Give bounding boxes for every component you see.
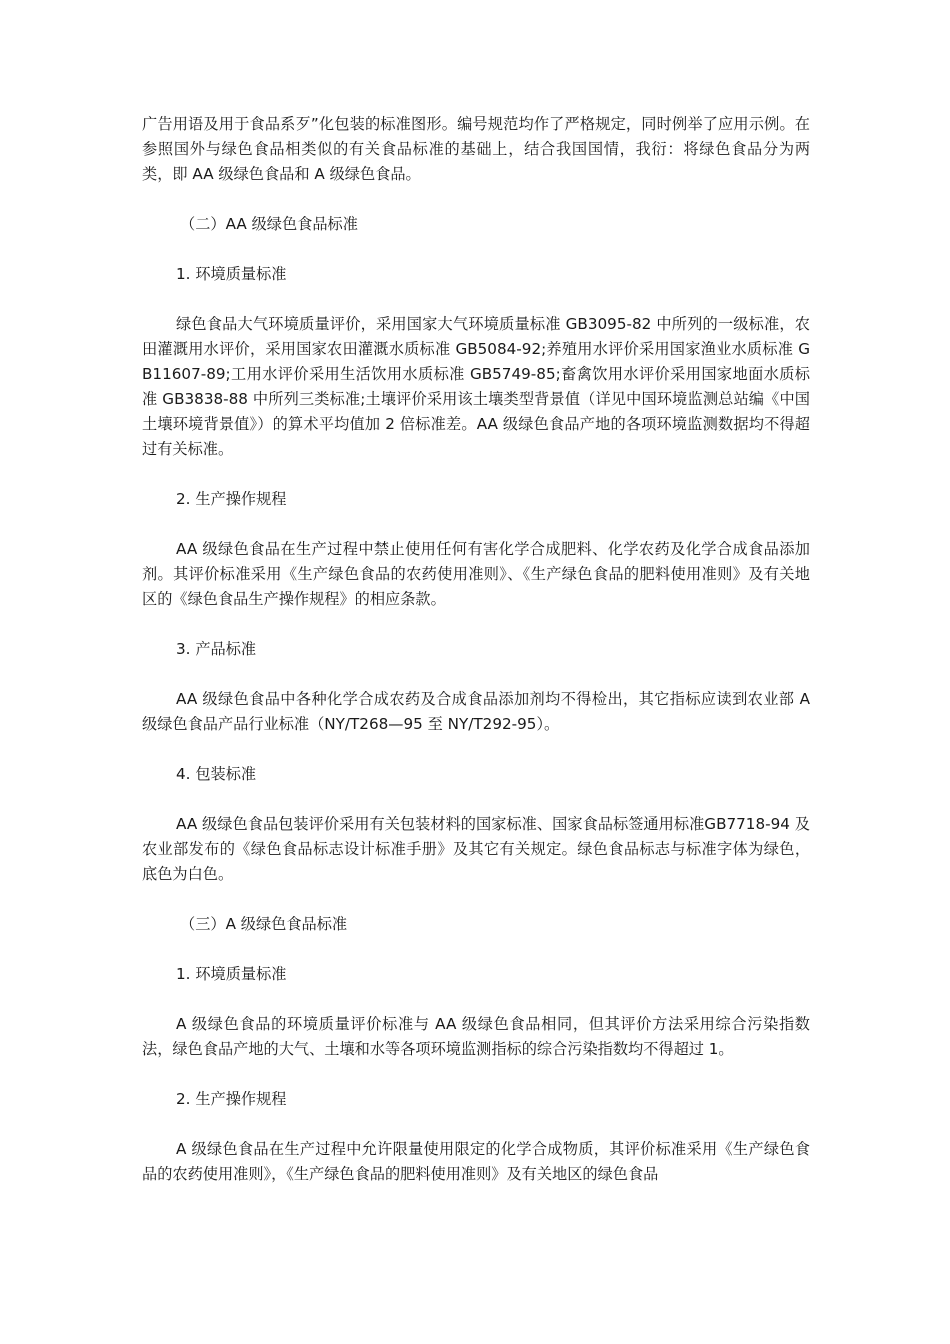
paragraph-intro-continued: 广告用语及用于食品系歹”化包装的标准图形。编号规范均作了严格规定，同时例举了应用示例。在参照国外与绿色食品相类似的有关食品标准的基础上，结合我国国情，我衍：将绿色食品分为两类，即 AA 级绿色食品和 A 级绿色食品。 [142, 115, 810, 183]
paragraph-aa-product: AA 级绿色食品中各种化学合成农药及合成食品添加剂均不得检出，其它指标应读到农业部 A 级绿色食品产品行业标准（NY/T268—95 至 NY/T292-95）。 [142, 690, 810, 733]
subheading-a-environment-quality: 1. 环境质量标准 [176, 965, 287, 983]
paragraph-aa-packaging: AA 级绿色食品包装评价采用有关包装材料的国家标准、国家食品标签通用标准GB7718-94 及农业部发布的《绿色食品标志设计标准手册》及其它有关规定。绿色食品标志与标准字体为绿色，底色为白色。 [142, 815, 810, 883]
paragraph-aa-environment: 绿色食品大气环境质量评价，采用国家大气环境质量标准 GB3095-82 中所列的一级标准，农田灌溉用水评价，采用国家农田灌溉水质标准 GB5084-92;养殖用水评价采用国家渔业水质标准 GB11607-89;工用水评价采用生活饮用水质标准 GB5749-85;畜禽饮用水评价采用国家地面水质标准 GB3838-88 中所列三类标准;土壤评价采用该土壤类型背景值（详见中国环境监测总站编《中国土壤环境背景值》）的算术平均值加 2 倍标准差。AA 级绿色食品产地的各项环境监测数据均不得超过有关标准。 [142, 315, 810, 458]
section-heading-a-standard: （三）A 级绿色食品标准 [180, 915, 348, 933]
paragraph-a-environment: A 级绿色食品的环境质量评价标准与 AA 级绿色食品相同，但其评价方法采用综合污染指数法，绿色食品产地的大气、土壤和水等各项环境监测指标的综合污染指数均不得超过 1。 [142, 1015, 810, 1058]
paragraph-a-production: A 级绿色食品在生产过程中允许限量使用限定的化学合成物质，其评价标准采用《生产绿色食品的农药使用准则》，《生产绿色食品的肥料使用准则》及有关地区的绿色食品 [142, 1140, 810, 1183]
subheading-product-standard: 3. 产品标准 [176, 640, 257, 658]
subheading-production-rules: 2. 生产操作规程 [176, 490, 287, 508]
document-body [142, 112, 810, 1212]
paragraph-aa-production: AA 级绿色食品在生产过程中禁止使用任何有害化学合成肥料、化学农药及化学合成食品添加剂。其评价标准采用《生产绿色食品的农药使用准则》、《生产绿色食品的肥料使用准则》及有关地区的《绿色食品生产操作规程》的相应条款。 [142, 540, 810, 608]
subheading-environment-quality: 1. 环境质量标准 [176, 265, 287, 283]
section-heading-aa-standard: （二）AA 级绿色食品标准 [180, 215, 358, 233]
subheading-packaging-standard: 4. 包装标准 [176, 765, 257, 783]
subheading-a-production-rules: 2. 生产操作规程 [176, 1090, 287, 1108]
